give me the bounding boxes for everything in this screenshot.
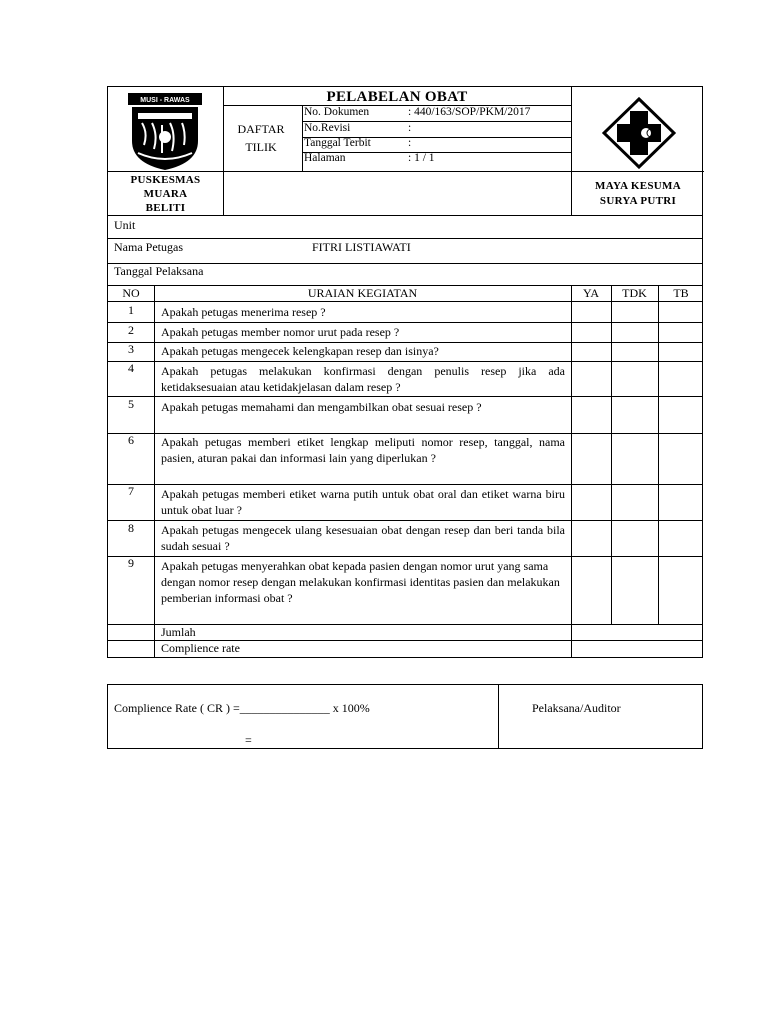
document-type: DAFTAR TILIK: [237, 122, 285, 154]
emblem-label: MUSI - RAWAS: [140, 97, 190, 104]
compliance-label: Complience rate: [161, 641, 240, 655]
musi-rawas-emblem-icon: [128, 93, 202, 171]
item-question: Apakah petugas menerima resep ?: [161, 305, 326, 319]
document-title: PELABELAN OBAT: [326, 89, 468, 105]
item-number: 7: [128, 484, 134, 498]
item-question: Apakah petugas memahami dan mengambilkan obat sesuai resep ?: [161, 400, 482, 414]
col-no: NO: [122, 286, 140, 300]
item-number: 6: [128, 433, 134, 447]
compliance-formula: Complience Rate ( CR ) =_______________ x 100%: [114, 701, 370, 715]
tanggal-label: Tanggal Pelaksana: [114, 264, 204, 278]
item-number: 8: [128, 521, 134, 535]
col-uraian: URAIAN KEGIATAN: [307, 286, 418, 300]
petugas-label: Nama Petugas: [114, 240, 183, 254]
auditor-label: Pelaksana/Auditor: [532, 701, 621, 715]
organization-name: PUSKESMAS MUARA BELITI: [130, 174, 201, 214]
item-question: Apakah petugas memberi etiket lengkap meliputi nomor resep, tanggal, nama pasien, aturan pakai dan informasi lain yang diperlukan ?: [161, 435, 565, 465]
petugas-value: FITRI LISTIAWATI: [312, 240, 411, 254]
signer-name: MAYA KESUMA SURYA PUTRI: [595, 180, 681, 207]
compliance-rate-box: [107, 684, 703, 749]
compliance-equals: =: [245, 733, 252, 747]
document-header: MUSI - RAWAS PELABELAN OBAT DAFTAR TILIK No. Dokumen : 440/163/SOP/PKM/2017 No.Revisi : Tanggal Terbit : Halaman : 1 / 1 PUSKESMAS MUARA BELITI MAYA KESUMA SURYA PUTRI: [107, 86, 703, 216]
item-number: 3: [128, 342, 134, 356]
item-number: 1: [128, 303, 134, 317]
item-question: Apakah petugas mengecek ulang kesesuaian obat dengan resep dan beri tanda bila sudah sesuai ?: [161, 523, 565, 553]
item-number: 5: [128, 397, 134, 411]
item-number: 9: [128, 556, 134, 570]
puskesmas-logo-icon: [602, 97, 676, 169]
item-question: Apakah petugas melakukan konfirmasi dengan penulis resep jika ada ketidaksesuaian atau ketidakjelasan dalam resep ?: [161, 364, 565, 394]
item-question: Apakah petugas memberi etiket warna putih untuk obat oral dan etiket warna biru untuk obat luar ?: [161, 487, 565, 517]
col-tb: TB: [673, 286, 689, 300]
item-question: Apakah petugas member nomor urut pada resep ?: [161, 325, 400, 339]
item-number: 2: [128, 323, 134, 337]
checklist-table: [107, 216, 703, 658]
jumlah-label: Jumlah: [161, 625, 196, 639]
unit-label: Unit: [114, 218, 136, 232]
item-question: Apakah petugas mengecek kelengkapan resep dan isinya?: [161, 344, 439, 358]
col-ya: YA: [582, 286, 599, 300]
item-question: Apakah petugas menyerahkan obat kepada pasien dengan nomor urut yang sama dengan nomor resep dengan melakukan konfirmasi identitas pasien dan melakukan pemberian informasi obat ?: [161, 559, 560, 605]
col-tdk: TDK: [622, 286, 647, 300]
item-number: 4: [128, 361, 134, 375]
